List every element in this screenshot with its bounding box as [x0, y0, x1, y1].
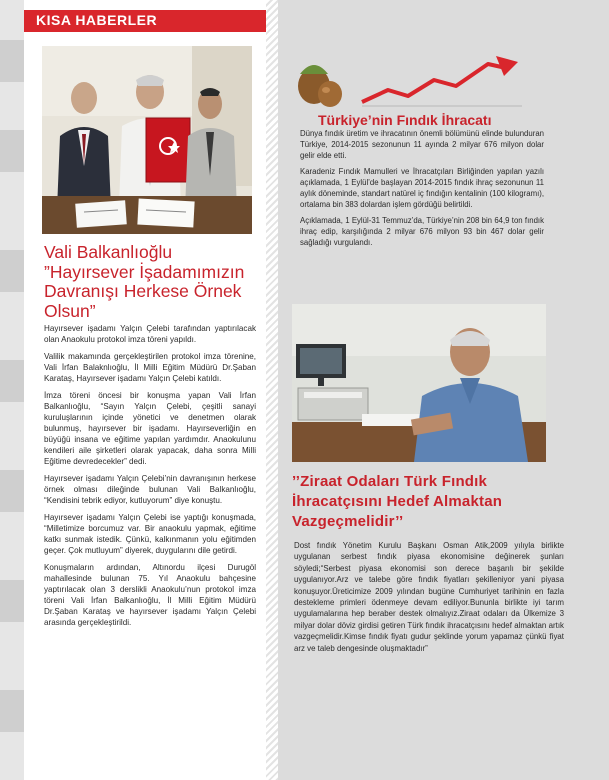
export-box-title: Türkiye’nin Fındık İhracatı	[318, 112, 492, 128]
export-paragraph: Açıklamada, 1 Eylül-31 Temmuz’da, Türkiye’nin 208 bin 64,9 ton fındık ihraç edip, karşılığında 2 milyar 676 milyon 93 bin 467 dolar gelir sağladığı vurgulandı.	[300, 216, 544, 247]
page-edge-strip	[0, 0, 24, 780]
section-header-title: KISA HABERLER	[36, 12, 158, 28]
article-body-atik: Dost fındık Yönetim Kurulu Başkanı Osman Atik,2009 yılıyla birlikte uygulanan serbest fındık piyasa ekonomisine değinerek şunları söyledi;“Serbest piyasa ekonomisi son derece başarılı bir şekilde uygulanıyor.Arz ve talebe göre fındık fiyatları şekilleniyor yani piyasa konuşuyor.Üreticimize 2009 yılından bugüne Cumhuriyet tarihinin en fazla destekleme primleri ödenmeye devam ediliyor.Bununla birlikte iyi tarım uygulamalarına hep beraber destek olmalıyız.Ziraat odaları da Ülkemize 3 milyar dolar döviz girdisi getiren Türk fındık ihracatçısını hedef almaktan artık vazgeçmelidir.Kimse fındık fiyatı gudur şeklinde yorum yapamaz çünkü fiyat arz ve taleb dengesinde oluşmaktadır”	[294, 541, 564, 653]
column-divider	[266, 0, 278, 780]
export-box-body	[300, 128, 544, 253]
edge-tab	[0, 690, 24, 732]
article-paragraph: İmza töreni öncesi bir konuşma yapan Vali İrfan Balkanlıoğlu, “Sayın Yalçın Çelebi, çeşitli sanayi kuruluşlarının içinde yönetici ve denetmen olarak bulunmuş, hayırsever bir işadamı. Hayırseverliğin en büyüğü insana ve eğitime yapılan yardımdır. Anaokulunu kendileri aile şirketleri olarak yapacak, daha sonra Milli Eğitime devredecekler” dedi.	[44, 391, 256, 466]
edge-tab	[0, 580, 24, 622]
export-paragraph: Karadeniz Fındık Mamulleri ve İhracatçıları Birliğinden yapılan yazılı açıklamada, 1 Eylül’de başlayan 2014-2015 fındık ihraç sezonunun 11 aylık döneminde, standart natürel iç fındığın kentalinin (100 kilogramı), ortalama bin 383 dolardan işlem gördüğü belirtildi.	[300, 167, 544, 209]
article-paragraph: Hayırsever işadamı Yalçın Çelebi tarafından yaptırılacak olan Anaokulu protokol imza töreni yapıldı.	[44, 324, 256, 344]
edge-tab	[0, 360, 24, 402]
edge-tab	[0, 130, 24, 172]
article-headline-vali: Vali Balkanlıoğlu ”Hayırsever İşadamımızın Davranışı Herkese Örnek Olsun”	[44, 242, 245, 321]
edge-tab	[0, 250, 24, 292]
edge-tab	[0, 40, 24, 82]
article-paragraph: Hayırsever işadamı Yalçın Çelebi ise yaptığı konuşmada, “Milletimize borcumuz var. Bir anaokulu yapmak, eğitime katkı sunmak istedik. Çünkü, kalkınmanın yolu eğitimden geçer. Çok mutluyum” diyerek, duygularını dile getirdi.	[44, 513, 256, 555]
article-paragraph: Hayırsever işadamı Yalçın Çelebi’nin davranışının herkese örnek olması dileğinde bulunan Vali Balkanlıoğlu, “Kendisini tebrik ediyor, kutluyorum” diye konuştu.	[44, 474, 256, 505]
hazelnut-export-graphic	[292, 50, 548, 112]
ceremony-photo	[42, 46, 252, 234]
export-paragraph: Dünya fındık üretim ve ihracatının önemli bölümünü elinde bulunduran Türkiye, 2014-2015 sezonunun 11 ayında 2 milyar 676 milyon dolar gelir elde etti.	[300, 129, 544, 160]
edge-tab	[0, 470, 24, 512]
article-body-vali	[44, 323, 256, 634]
article-paragraph: Konuşmaların ardından, Altınordu ilçesi Durugöl mahallesinde bulunan 75. Yıl Anaokulu bahçesine yaptırılacak olan 3 derslikli Anaokulu’nun protokol imza töreni Vali İrfan Balkanlıoğlu, İl Milli Eğitim Müdürü Dr.Şaban Karataş ve hayırsever işadamı Yalçın Çelebi arasında gerçekleştirildi.	[44, 563, 256, 627]
article-headline-atik: ’’Ziraat Odaları Türk Fındık İhracatçısını Hedef Almaktan Vazgeçmelidir’’	[292, 473, 503, 530]
section-header-rule	[24, 30, 274, 32]
osman-atik-photo	[292, 304, 546, 462]
article-paragraph: Valilik makamında gerçekleştirilen protokol imza törenine, Vali İrfan Balaknlıoğlu, İl Milli Eğitim Müdürü Dr.Şaban Karataş, Hayırsever işadamı Yalçın Çelebi katıldı.	[44, 352, 256, 383]
